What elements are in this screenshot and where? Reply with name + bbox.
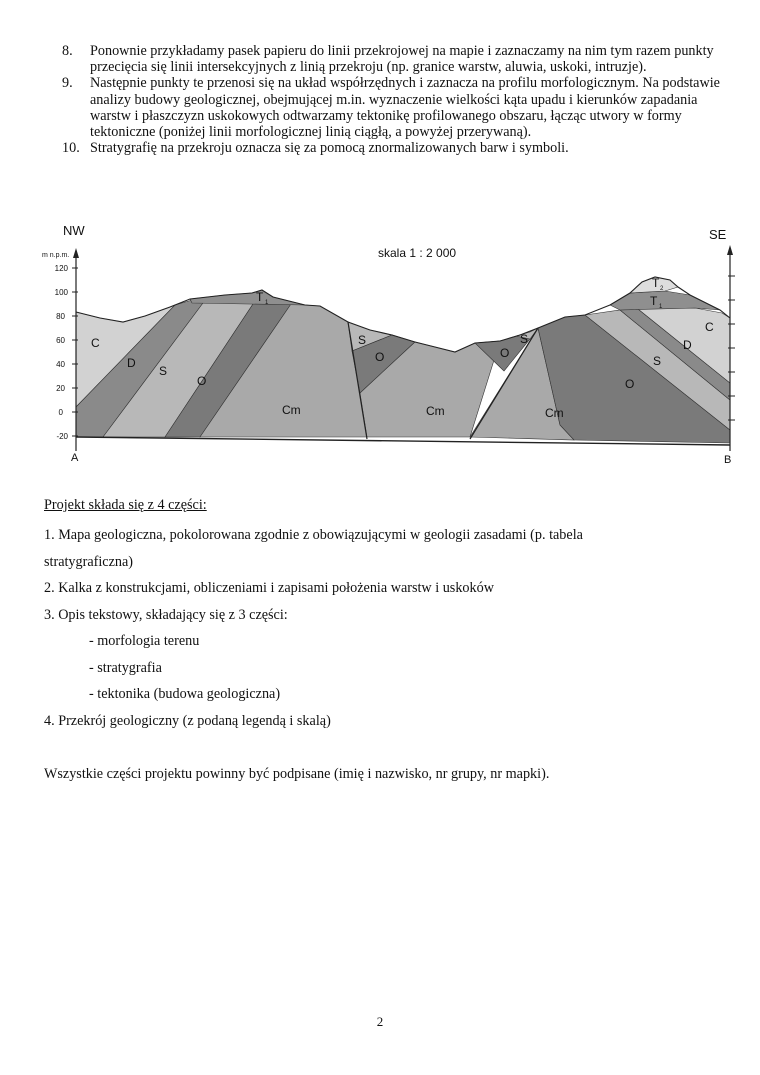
list-item — [62, 75, 727, 140]
nw-label: NW — [63, 223, 85, 238]
layer-label-d: D — [683, 338, 692, 352]
step-number: 9. — [62, 75, 73, 92]
list-item — [62, 140, 727, 156]
y-tick-label: -20 — [56, 432, 68, 441]
right-axis-arrow-icon — [727, 245, 733, 255]
y-tick-label: 100 — [54, 288, 68, 297]
layer-label-cm: Cm — [426, 404, 445, 418]
layer-label-t: T — [650, 294, 658, 308]
layer-label-sub: 1 — [659, 304, 663, 310]
layer-label-s: S — [159, 364, 168, 378]
project-subitem: - tektonika (budowa geologiczna) — [89, 686, 281, 702]
page-number: 2 — [376, 1014, 384, 1029]
layer-label-sub: 1 — [265, 300, 269, 306]
layer-label-o: O — [500, 346, 510, 360]
project-item-3: 3. Opis tekstowy, składający się z 3 części: — [44, 607, 288, 623]
step-number: 8. — [62, 43, 73, 59]
layer-label-t: T — [256, 290, 264, 304]
layer-label-cm: Cm — [545, 406, 564, 420]
step-text: Stratygrafię na przekroju oznacza się za pomocą znormalizowanych barw i symboli. — [90, 140, 569, 157]
project-item-1-cont: stratygraficzna) — [44, 554, 134, 570]
point-a-label: A — [71, 452, 79, 464]
numbered-steps — [62, 43, 727, 156]
layer-label-o: O — [197, 374, 207, 388]
layer-label-c: C — [91, 336, 100, 350]
project-item-4: 4. Przekrój geologiczny (z podaną legendą i skalą) — [44, 713, 331, 729]
layer-label-s: S — [358, 333, 367, 347]
project-subitem: - morfologia terenu — [89, 633, 200, 649]
layer-label-s: S — [653, 354, 662, 368]
layer-label-d: D — [127, 356, 136, 370]
project-subitem: - stratygrafia — [89, 660, 162, 676]
cross-section-svg — [30, 215, 750, 470]
layer-label-s: S — [520, 332, 529, 346]
se-label: SE — [709, 227, 727, 242]
project-item-1: 1. Mapa geologiczna, pokolorowana zgodnie z obowiązującymi w geologii zasadami (p. tabela — [44, 527, 583, 543]
y-tick-label: 0 — [58, 408, 63, 417]
layer-label-cm: Cm — [282, 403, 301, 417]
point-b-label: B — [724, 454, 732, 466]
layer-label-o: O — [375, 350, 385, 364]
signature-note: Wszystkie części projektu powinny być podpisane (imię i nazwisko, nr grupy, nr mapki). — [44, 766, 550, 782]
scale-label: skala 1 : 2 000 — [378, 246, 457, 260]
y-tick-label: 60 — [56, 336, 65, 345]
list-item — [62, 43, 727, 75]
layer-t1-right — [610, 291, 720, 310]
y-tick-label: 120 — [54, 264, 68, 273]
layer-label-sub: 2 — [660, 286, 664, 292]
layer-label-o: O — [625, 377, 635, 391]
left-axis-arrow-icon — [73, 248, 79, 258]
y-tick-label: 80 — [56, 312, 65, 321]
y-tick-label: 20 — [56, 384, 65, 393]
geological-cross-section — [30, 215, 750, 470]
project-heading: Projekt składa się z 4 części: — [44, 497, 207, 513]
y-tick-label: 40 — [56, 360, 65, 369]
step-text: Ponownie przykładamy pasek papieru do linii przekrojowej na mapie i zaznaczamy na nim tym razem punkty przecięcia się linii intersekcyjnych z linią przekroju (np. granice warstw, aluwia, uskoki, intruzje). — [90, 43, 714, 76]
layer-label-c: C — [705, 320, 714, 334]
unit-label: m n.p.m. — [42, 252, 70, 259]
project-item-2: 2. Kalka z konstrukcjami, obliczeniami i zapisami położenia warstw i uskoków — [44, 580, 494, 596]
layer-label-t: T — [652, 276, 660, 290]
step-text: Następnie punkty te przenosi się na układ współrzędnych i zaznacza na profilu morfologicznym. Na podstawie analizy budowy geologicznej, obejmującej m.in. wyznaczenie wielkości kąta upadu i kierunków zapadania warstw i płaszczyzn uskokowych odtwarzamy tektonikę profilowanego obszaru, łącząc utwory w formy tektoniczne (poniżej linii morfologicznej linią ciągłą, a powyżej przerywaną). — [90, 75, 720, 141]
step-number: 10. — [62, 140, 80, 157]
